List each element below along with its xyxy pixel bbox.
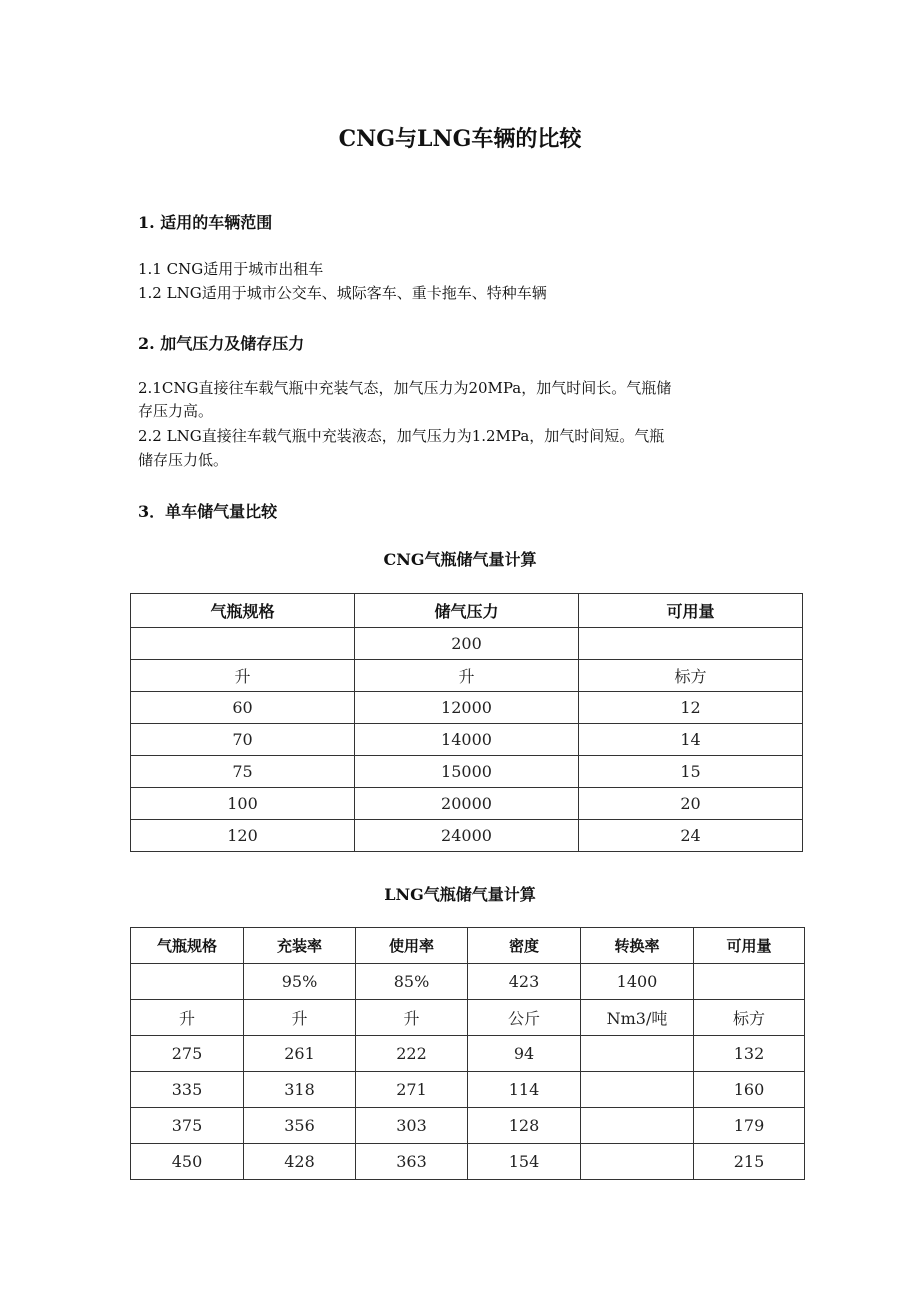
table-cell: 428 xyxy=(244,1144,356,1180)
table-cell xyxy=(694,964,805,1000)
table-cell: 95% xyxy=(244,964,356,1000)
table-cell: 275 xyxy=(131,1036,244,1072)
table-cell: 85% xyxy=(356,964,468,1000)
table-row xyxy=(131,660,803,692)
table-row xyxy=(131,788,803,820)
table-cell xyxy=(581,1072,694,1108)
table-cell xyxy=(579,628,803,660)
cng-table-caption: CNG气瓶储气量计算 xyxy=(383,550,537,569)
table-cell: 128 xyxy=(468,1108,581,1144)
table-cell: Nm3/吨 xyxy=(581,1000,694,1036)
page-title: CNG与LNG车辆的比较 xyxy=(338,126,582,152)
section-1-heading: 1. 适用的车辆范围 xyxy=(138,213,273,232)
table-cell: 1400 xyxy=(581,964,694,1000)
table-cell: 335 xyxy=(131,1072,244,1108)
table-cell: 标方 xyxy=(694,1000,805,1036)
table-cell: 450 xyxy=(131,1144,244,1180)
table-cell: 15 xyxy=(579,756,803,788)
table-cell: 356 xyxy=(244,1108,356,1144)
table-row xyxy=(131,1036,805,1072)
table-row xyxy=(131,724,803,756)
table-cell: 363 xyxy=(356,1144,468,1180)
table-cell: 375 xyxy=(131,1108,244,1144)
table-row xyxy=(131,692,803,724)
table-cell: 12 xyxy=(579,692,803,724)
table-cell: 升 xyxy=(356,1000,468,1036)
table-cell: 14000 xyxy=(355,724,579,756)
section-2-line-3: 2.2 LNG直接往车载气瓶中充装液态，加气压力为1.2MPa，加气时间短。气瓶 xyxy=(138,427,665,445)
section-1-line-1: 1.1 CNG适用于城市出租车 xyxy=(138,260,324,278)
table-cell xyxy=(581,1036,694,1072)
table-cell: 升 xyxy=(131,660,355,692)
table-cell: 179 xyxy=(694,1108,805,1144)
header-cell: 可用量 xyxy=(579,594,803,628)
cng-table xyxy=(130,593,803,852)
table-cell: 200 xyxy=(355,628,579,660)
table-cell: 20 xyxy=(579,788,803,820)
table-cell xyxy=(581,1108,694,1144)
table-cell: 261 xyxy=(244,1036,356,1072)
header-cell: 使用率 xyxy=(356,928,468,964)
table-cell: 公斤 xyxy=(468,1000,581,1036)
table-cell: 24 xyxy=(579,820,803,852)
table-cell: 271 xyxy=(356,1072,468,1108)
section-3-heading: 3．单车储气量比较 xyxy=(138,502,278,521)
table-row xyxy=(131,628,803,660)
section-2-line-4: 储存压力低。 xyxy=(138,451,229,469)
header-cell: 转换率 xyxy=(581,928,694,964)
table-cell: 114 xyxy=(468,1072,581,1108)
header-cell: 气瓶规格 xyxy=(131,928,244,964)
table-cell: 100 xyxy=(131,788,355,820)
table-row xyxy=(131,1000,805,1036)
table-row xyxy=(131,820,803,852)
table-header-row xyxy=(131,928,805,964)
section-1-line-2: 1.2 LNG适用于城市公交车、城际客车、重卡拖车、特种车辆 xyxy=(138,284,547,302)
table-row xyxy=(131,1072,805,1108)
section-2-line-1: 2.1CNG直接往车载气瓶中充装气态，加气压力为20MPa，加气时间长。气瓶储 xyxy=(138,379,672,397)
table-row xyxy=(131,1108,805,1144)
table-cell: 15000 xyxy=(355,756,579,788)
table-header-row xyxy=(131,594,803,628)
header-cell: 充装率 xyxy=(244,928,356,964)
table-cell: 升 xyxy=(244,1000,356,1036)
section-2-line-2: 存压力高。 xyxy=(138,402,214,420)
table-cell xyxy=(581,1144,694,1180)
table-cell: 升 xyxy=(355,660,579,692)
table-cell: 318 xyxy=(244,1072,356,1108)
table-cell: 75 xyxy=(131,756,355,788)
header-cell: 可用量 xyxy=(694,928,805,964)
table-cell: 标方 xyxy=(579,660,803,692)
table-cell: 20000 xyxy=(355,788,579,820)
table-cell: 222 xyxy=(356,1036,468,1072)
header-cell: 储气压力 xyxy=(355,594,579,628)
section-2-heading: 2. 加气压力及储存压力 xyxy=(138,334,305,353)
table-cell xyxy=(131,628,355,660)
table-cell: 154 xyxy=(468,1144,581,1180)
header-cell: 密度 xyxy=(468,928,581,964)
table-cell: 303 xyxy=(356,1108,468,1144)
table-cell: 24000 xyxy=(355,820,579,852)
table-cell: 132 xyxy=(694,1036,805,1072)
table-cell: 120 xyxy=(131,820,355,852)
table-row xyxy=(131,1144,805,1180)
table-row xyxy=(131,756,803,788)
table-cell: 215 xyxy=(694,1144,805,1180)
table-row xyxy=(131,964,805,1000)
table-cell: 60 xyxy=(131,692,355,724)
table-cell: 升 xyxy=(131,1000,244,1036)
table-cell: 423 xyxy=(468,964,581,1000)
table-cell: 70 xyxy=(131,724,355,756)
lng-table xyxy=(130,927,805,1180)
header-cell: 气瓶规格 xyxy=(131,594,355,628)
table-cell: 94 xyxy=(468,1036,581,1072)
table-cell: 12000 xyxy=(355,692,579,724)
table-cell: 160 xyxy=(694,1072,805,1108)
table-cell xyxy=(131,964,244,1000)
table-cell: 14 xyxy=(579,724,803,756)
lng-table-caption: LNG气瓶储气量计算 xyxy=(384,885,536,904)
